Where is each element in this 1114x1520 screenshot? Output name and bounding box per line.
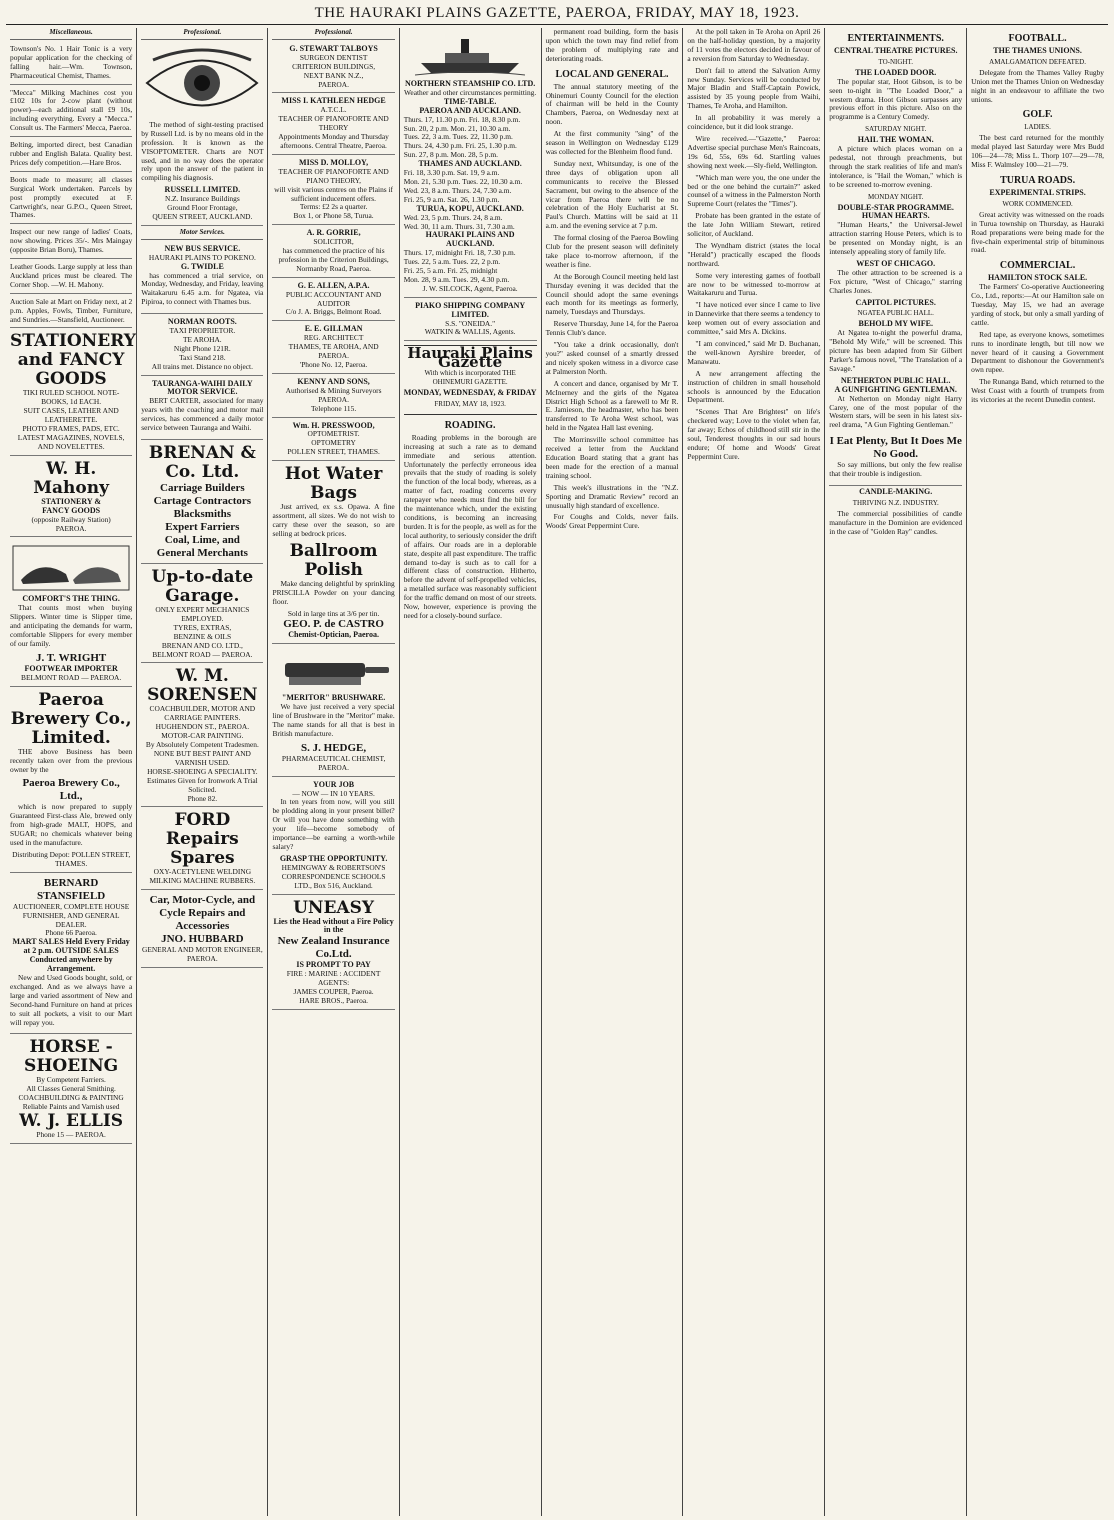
roading-text: Roading problems in the borough are increasing at such a rate as to demand immediate and serious attention. Unfortunately the perfectly erroneous idea prevails that the study of roading is solely the function of the local body, whereas, as a matter of fact, roading concerns every ratepayer who needs must find the bill for the maintenance which, under the existing conditions, is becoming an increasing burden. It is for the people, as well as for the local authority, to seriously consider the drift of affairs. Our roads are in a deplorable state, despite all past expenditure. The traffic demand to-day is such as to call for a different class of construction. Hitherto, before the advent of self-propelled vehicles, a metalled surface was reasonably sufficient for the traffic demand on most of our streets. Now, however, experience is proving the need for a closely-bound surface. — [403, 432, 537, 620]
route-row: Mon. 21, 5.30 p.m. Tues. 22, 10.30 a.m. — [403, 176, 523, 186]
horse-line: By Competent Farriers. — [36, 1075, 106, 1085]
hemingway-line: HEMINGWAY & ROBERTSON'S CORRESPONDENCE SCHOOLS LTD., Box 516, Auckland. — [281, 862, 386, 890]
sorensen-name: W. M. SORENSEN — [147, 666, 258, 706]
route-block — [404, 205, 537, 232]
ad-stationery — [10, 330, 136, 455]
allen-line: PUBLIC ACCOUNTANT AND AUDITOR — [285, 289, 382, 308]
news-para: "Scenes That Are Brightest" on life's checkered way; Love to the violet when far, far away; Echos of childhood still stir in the soul, Tenderest thoughts in our sad hours endure; Of home and Woods' Great Peppermint Cure. — [687, 407, 821, 461]
kenny-line: Authorised & Mining Surveyors — [285, 385, 382, 395]
ad-ford — [141, 809, 263, 890]
paper-date: FRIDAY, MAY 18, 1923. — [434, 399, 506, 408]
garage-line: TYRES, EXTRAS, — [173, 622, 232, 632]
local-para: "You take a drink occasionally, don't you?" asked counsel of a smartly dressed and nicely spoken witness in a divorce case at Palmerston North. — [545, 340, 679, 376]
ad-belting: Belting, imported direct, best Canadian rubber and English Balata. Quality best. Prices defy competition.—Hare Bros. — [10, 139, 132, 172]
local-para: Sunday next, Whitsunday, is one of the three days of obligation upon all communicants to receive the Blessed Sacrament, but owing to the absence of the vicar from Paeroa there will be no celebration of the Holy Eucharist at St. Paul's Church. Mattins will be said at 11 a.m. and the evening service at 7 p.m. — [545, 158, 679, 231]
local-general-heading: LOCAL AND GENERAL. — [555, 68, 669, 80]
news-para: At the poll taken in Te Aroha on April 26 on the half-holiday question, by a majority of 11 votes the electors decided in favour of a reversion from Saturday to Wednesday. — [687, 28, 821, 63]
ad-garage — [141, 566, 263, 663]
candle-text: The commercial possibilities of candle manufacture in the Dominion are evidenced in the case of "Golden Ray" candles. — [829, 508, 963, 536]
hail-woman-title: HAIL THE WOMAN. — [857, 135, 934, 145]
behold-wife-text: At Ngatea to-night the powerful drama, "Behold My Wife," will be screened. This picture has been adapted from Sir Gilbert Parker's famous novel, "The Translation of a Savage." — [829, 328, 963, 373]
castro-name: GEO. P. de CASTRO — [283, 618, 384, 631]
commercial-heading: COMMERCIAL. — [999, 260, 1076, 272]
stationery-title: STATIONERY and FANCY GOODS — [10, 331, 136, 390]
piako-agents: WATKIN & WALLIS, Agents. — [424, 327, 516, 337]
route-block — [404, 160, 537, 205]
human-hearts-title: HUMAN HEARTS. — [861, 211, 930, 221]
column-2 — [137, 28, 268, 1516]
stationery-line: TIKI RULED SCHOOL NOTE-BOOKS, 1d EACH. — [22, 388, 120, 407]
molloy-line: Terms: £2 2s a quarter. — [299, 202, 368, 212]
brenan-line: Cartage Contractors — [153, 495, 252, 507]
ad-steamship — [404, 28, 537, 298]
column-1 — [6, 28, 137, 1516]
wright-line: FOOTWEAR IMPORTER — [24, 663, 118, 673]
ad-mecca: "Mecca" Milking Machines cost you £102 10s for 2-cow plant (without power)—each additional stall £9 10s, including everything. Every a "Mecca." Consult us. The Farmers' Mecca, Paeroa. — [10, 87, 132, 138]
ad-horse-shoeing — [10, 1036, 132, 1144]
ad-allen — [272, 280, 394, 322]
presswood-line: OPTOMETRIST. — [307, 429, 360, 439]
route-block — [404, 107, 537, 160]
ford-title: FORD Repairs — [165, 810, 239, 850]
ad-sorensen — [141, 665, 263, 807]
russell-line: QUEEN STREET, AUCKLAND. — [152, 211, 253, 221]
stansfield-line: Phone 66 Paeroa. — [45, 928, 97, 938]
tauranga-title: TAURANGA-WAIHI DAILY MOTOR SERVICE. — [152, 378, 253, 397]
molloy-line: will visit various centres on the Plains if sufficient inducement offers. — [274, 184, 394, 203]
local-para: This week's illustrations in the "N.Z. Sporting and Dramatic Review" record an unusually high standard of excellence. — [545, 482, 679, 510]
red-tape-text: Red tape, as everyone knows, sometimes runs to inordinate length, but till now we never heard of it causing a Government Department to dishonour the Government's own rupee. — [971, 329, 1104, 375]
stationery-line: SUIT CASES, LEATHER AND LEATHERETTE. — [23, 406, 119, 425]
hedge-name: MISS I. KATHLEEN HEDGE — [281, 96, 386, 106]
stansfield-name: BERNARD STANSFIELD — [36, 876, 106, 902]
ad-brewery — [10, 689, 132, 873]
horse-line: COACHBUILDING & PAINTING — [18, 1093, 124, 1103]
news-para: Don't fail to attend the Salvation Army new Sunday. Services will be conducted by Major Bladin and Staff-Captain Powick, assisted by 35 young people from Waihi, Thames, Te Aroha, and Hamilton. — [687, 65, 821, 111]
hubbard-title: Car, Motor-Cycle, and Cycle Repairs and Accessories — [149, 894, 256, 933]
football-heading: FOOTBALL. — [1008, 33, 1067, 44]
route-title: THAMES AND AUCKLAND. — [418, 159, 522, 169]
ad-comfort — [10, 539, 132, 686]
russell-title: RUSSELL LIMITED. — [164, 185, 241, 195]
netherton-hall: NETHERTON PUBLIC HALL. — [840, 375, 951, 385]
column-8 — [967, 28, 1108, 1516]
presswood-name: Wm. H. PRESSWOOD, — [292, 420, 375, 430]
wright-name: J. T. WRIGHT — [35, 651, 107, 664]
garage-line: ONLY EXPERT MECHANICS EMPLOYED. — [155, 605, 250, 623]
nzins-sub: IS PROMPT TO PAY — [296, 960, 371, 970]
gorrie-line: has commenced the practice of his profession in the Criterion Buildings, Normanby Road, Paeroa. — [278, 246, 389, 273]
nzins-line: JAMES COUPER, Paeroa. — [293, 987, 374, 997]
twidle-name: G. TWIDLE — [180, 261, 224, 271]
eye-illustration — [143, 48, 261, 118]
route-row: Sun. 20, 2 p.m. Mon. 21, 10.30 a.m. — [403, 123, 511, 133]
garage-title: Up-to-date Garage. — [151, 567, 254, 606]
ad-hubbard — [141, 892, 263, 968]
bus-title: NEW BUS SERVICE. — [164, 243, 241, 253]
local-para: The formal closing of the Paeroa Bowling Club for the present season will definitely take place to-morrow afternoon, if the weather is fine. — [545, 233, 679, 269]
news-para: A new arrangement affecting the instruction of children in small household schools is announced by the Education Department. — [687, 368, 821, 405]
ballroom-price: Sold in large tins at 3/6 per tin. — [287, 608, 380, 618]
route-row: Wed. 30, 11 a.m. Thurs. 31, 7.30 a.m. — [403, 221, 515, 231]
painting-line: By Absolutely Competent Tradesmen. — [145, 740, 259, 750]
russell-line: N.Z. Insurance Buildings — [164, 194, 240, 204]
ad-your-job — [272, 779, 394, 895]
eat-plenty-text: So say millions, but only the few realise that their trouble is indigestion. — [829, 460, 963, 479]
painting-line: HORSE-SHOEING A SPECIALITY. — [147, 766, 258, 776]
russell-line: Ground Floor Frontage, — [167, 203, 238, 213]
ad-kenny — [272, 376, 394, 418]
route-block — [404, 231, 537, 284]
ad-tauranga — [141, 378, 263, 440]
local-para: Reserve Thursday, June 14, for the Paeroa Tennis Club's dance. — [545, 319, 679, 338]
hubbard-line: PAEROA. — [186, 954, 218, 964]
comfort-caption: COMFORT'S THE THING. — [22, 594, 120, 604]
gillman-line: 'Phone No. 12, Paeroa. — [299, 360, 368, 369]
tonight: TO-NIGHT. — [878, 57, 913, 66]
column-6 — [683, 28, 825, 1516]
painting-line: NONE BUT BEST PAINT AND VARNISH USED. — [153, 748, 251, 767]
ad-presswood — [272, 420, 394, 462]
brenan-line: General Merchants — [156, 547, 248, 559]
news-para: The Wyndham district (states the local "Herald") practically escaped the floods northward. — [687, 240, 821, 268]
presswood-line: OPTOMETRY — [311, 438, 356, 448]
gillman-line: THAMES, TE AROHA, AND PAEROA. — [288, 342, 379, 361]
route-row: Fri. 18, 3.30 p.m. Sat. 19, 9 a.m. — [403, 168, 500, 178]
capitol-pictures: CAPITOL PICTURES. — [855, 297, 936, 307]
meritor-text: We have just received a very special line of Brushware in the "Meritor" make. The name stands for all that is best in British manufacture. — [272, 702, 395, 738]
job-title: YOUR JOB — [313, 779, 355, 789]
local-para: For Coughs and Colds, never fails. Woods' Great Peppermint Cure. — [545, 512, 679, 531]
horse-line: Reliable Paints and Varnish used — [22, 1102, 120, 1112]
roots-line: Taxi Stand 218. — [179, 352, 226, 362]
uneasy-title: UNEASY — [293, 897, 375, 918]
paper-sub: With which is incorporated THE OHINEMURI GAZETTE. — [424, 369, 516, 387]
saturday-night: SATURDAY NIGHT. — [865, 125, 927, 134]
amalgamation-defeated: AMALGAMATION DEFEATED. — [989, 57, 1086, 66]
mahony-name: W. H. Mahony — [33, 458, 109, 498]
bus-sub: HAURAKI PLAINS TO POKENO. — [148, 252, 256, 262]
route-row: Wed. 23, 8 a.m. Thurs. 24, 7.30 a.m. — [403, 185, 512, 195]
route-row: Fri. 25, 5 a.m. Fri. 25, midnight — [403, 266, 498, 276]
comfort-text: That counts most when buying Slippers. Winter time is Slipper time, and anticipating the demands for warm, comfortable Slippers for every member of our family. — [10, 603, 133, 648]
roots-line: TE AROHA. — [183, 334, 222, 344]
slippers-illustration — [11, 544, 131, 592]
ad-molloy — [272, 157, 394, 225]
ford-sub: Spares — [170, 848, 235, 869]
molloy-name: MISS D. MOLLOY, — [299, 157, 369, 167]
ballroom-text: Make dancing delightful by sprinkling PRISCILLA Powder on your dancing floor. — [272, 578, 395, 606]
brenan-line: Coal, Lime, and — [164, 534, 240, 546]
ad-hedge — [272, 95, 394, 154]
turua-text: Great activity was witnessed on the roads in Turua township on Thursday, as Hauraki Road preparations were being made for the five-chain experimental strip of bituminous road. — [971, 209, 1104, 255]
roots-line: All trains met. Distance no object. — [151, 361, 253, 371]
route-row: Thurs. 17, midnight Fri. 18, 7.30 p.m. — [403, 248, 516, 258]
hamilton-text: The Farmers' Co-operative Auctioneering Co., Ltd., reports:—At our Hamilton sale on Tuesday, May 15, we had an average yarding of stock, but only a small yarding of cattle. — [971, 282, 1104, 327]
news-para: In all probability it was merely a coincidence, but it did look strange. — [687, 113, 821, 132]
garage-line: BRENAN AND CO. LTD., — [161, 640, 243, 650]
painting-line: MOTOR-CAR PAINTING. — [161, 731, 244, 741]
nzins-line: AGENTS: — [317, 978, 350, 988]
nzins-line: FIRE : MARINE : ACCIDENT — [286, 969, 381, 979]
local-para: A concert and dance, organised by Mr T. McInerney and the girls of the Ngatea District High School as a farewell to Mr R. E. Jamieson, the headmaster, who has been transferred to Te Aroha West school, was held in the Ngatea Hall last evening. — [545, 378, 679, 433]
section-miscellaneous: Miscellaneous. — [10, 28, 132, 40]
route-title: TURUA, KOPU, AUCKLAND. — [416, 203, 524, 213]
nzins-name: New Zealand Insurance Co.Ltd. — [277, 935, 390, 961]
monday-night: MONDAY NIGHT. — [868, 192, 924, 201]
hedge-chemist-sub: PHARMACEUTICAL CHEMIST, PAEROA. — [281, 753, 386, 772]
hubbard-line: GENERAL AND MOTOR ENGINEER, — [141, 945, 263, 955]
painting-line: Phone 82. — [187, 793, 218, 803]
ad-mahony — [10, 458, 132, 538]
meritor-title: "MERITOR" BRUSHWARE. — [281, 693, 386, 703]
ellis-name: W. J. ELLIS — [19, 1111, 124, 1132]
local-para: The annual statutory meeting of the Ohinemuri County Council for the election of chairman will be held in the County Chambers, Paeroa, on Wednesday next at noon. — [545, 81, 679, 127]
hedge-line: A.T.C.L. — [320, 105, 347, 115]
ad-stansfield — [10, 875, 132, 1035]
painting-line: Estimates Given for Ironwork A Trial Solicited. — [147, 775, 258, 794]
route-row: Fri. 25, 9 a.m. Sat. 26, 1.30 p.m. — [403, 194, 500, 204]
roading-continued: permanent road building, form the basis upon which the town may find relief from the problem of multiplying rate and deteriorating roads. — [545, 28, 679, 63]
news-para: Some very interesting games of football are now to be witnessed to-morrow at Waitakaruru and Turua. — [687, 270, 821, 298]
loaded-door-title: THE LOADED DOOR. — [855, 67, 937, 77]
twidle-text: has commenced a trial service, on Monday, Wednesday, and Friday, leaving Waitakaruru 6.45 a.m. for Ngatea, via Pipiroa, to connect with Thames bus. — [141, 270, 264, 307]
piako-ship: S.S. "ONEIDA." — [445, 318, 496, 328]
gillman-name: E. E. GILLMAN — [304, 324, 363, 334]
columns — [6, 28, 1108, 1516]
gunfight-text: At Netherton on Monday night Harry Carey, one of the most popular of the Western stars, will be seen in his latest six-reel drama, "A Gun Fighting Gentleman." — [829, 393, 963, 430]
column-5 — [542, 28, 684, 1516]
gorrie-line: SOLICITOR, — [313, 237, 354, 247]
west-chicago-title: WEST OF CHICAGO. — [856, 258, 936, 268]
ladies-sub: LADIES. — [1024, 123, 1051, 132]
talboys-name: G. STEWART TALBOYS — [289, 43, 378, 53]
hedge-line: TEACHER OF PIANOFORTE AND THEORY — [278, 114, 389, 133]
route-row: Thurs. 17, 11.30 p.m. Fri. 18, 8.30 p.m. — [403, 114, 521, 124]
uneasy-text: Lies the Head without a Fire Policy in the — [273, 916, 394, 935]
wright-address: BELMONT ROAD — PAEROA. — [21, 672, 122, 682]
job-text: In ten years from now, will you still be plodding along in your present billet? Or will you have done something with your life—become somebody of importance—be earning a worth-while salary? — [272, 797, 395, 851]
ad-gorrie — [272, 227, 394, 278]
presswood-line: POLLEN STREET, THAMES. — [287, 447, 380, 457]
page-masthead: THE HAURAKI PLAINS GAZETTE, PAEROA, FRIDAY, MAY 18, 1923. — [6, 2, 1108, 25]
news-para: "Which man were you, the one under the bed or the one behind the curtain?" asked counsel of a witness in the Palmerston North Supreme Court (relates the "Times"). — [687, 172, 821, 209]
runanga-text: The Runanga Band, which returned to the West Coast with a fourth of trumpets from its victories at the recent Dunedin contest. — [971, 377, 1104, 405]
editorial-masthead — [404, 345, 537, 414]
optical-text: The method of sight-testing practised by Russell Ltd. is by no means old in the profession. It is known as the VISOPTOMETER. Charts are NOT used, and in no way does the operator rely upon the answer of the patient in compiling his diagnosis. — [141, 119, 264, 183]
work-commenced: WORK COMMENCED. — [1002, 199, 1073, 208]
entertainments-heading: ENTERTAINMENTS. — [847, 33, 944, 44]
paper-title: Hauraki Plains Gazette — [407, 344, 533, 372]
news-para: Probate has been granted in the estate of the late John William Stewart, retired solicitor, of Auckland. — [687, 211, 821, 239]
roots-name: NORMAN ROOTS. — [167, 317, 237, 327]
talboys-line: PAEROA. — [318, 79, 349, 89]
talboys-line: NEXT BANK N.Z., — [303, 70, 364, 80]
golf-heading: GOLF. — [1022, 109, 1053, 121]
human-hearts-text: "Human Hearts," the Universal-Jewel attraction starring House Peters, which is to be presented on Monday night, is an intensely appealing story of family life. — [829, 220, 963, 257]
brenan-line: Expert Farriers — [165, 521, 240, 533]
mahony-line: PAEROA. — [55, 523, 87, 533]
ad-auction: Auction Sale at Mart on Friday next, at 2 p.m. Apples, Fowls, Timber, Furniture, and Sundries.—Stansfield, Auctioneer. — [10, 296, 132, 329]
hedge-chemist-name: S. J. HEDGE, — [301, 741, 367, 754]
kenny-line: Telephone 115. — [310, 403, 357, 413]
castro-sub: Chemist-Optician, Paeroa. — [288, 630, 379, 640]
job-sub: — NOW — IN 10 YEARS. — [292, 788, 375, 798]
ballroom-title: Ballroom Polish — [289, 540, 378, 580]
thames-unions: THE THAMES UNIONS. — [993, 46, 1082, 55]
ad-hair-tonic: Townson's No. 1 Hair Tonic is a very popular application for the checking of falling hair.—Wm. Townson, Pharmaceutical Chemist, Thames. — [10, 43, 132, 85]
ad-brenan — [141, 442, 263, 564]
double-star: DOUBLE-STAR PROGRAMME. — [837, 202, 954, 212]
brewery-title: Paeroa Brewery Co., Limited. — [10, 689, 132, 748]
ellis-phone: Phone 15 — PAEROA. — [36, 1130, 106, 1140]
tauranga-text: BERT CARTER, associated for many years with the coaching and motor mail services, has commenced a daily motor service between Tauranga and Waihi. — [141, 396, 264, 433]
mahony-line: (opposite Railway Station) — [31, 514, 111, 524]
brush-illustration — [275, 651, 393, 691]
ad-hot-water-bags — [272, 463, 394, 644]
eat-plenty-title: I Eat Plenty, But It Does Me No Good. — [829, 435, 962, 461]
steamship-title: NORTHERN STEAMSHIP CO. LTD. — [404, 79, 536, 88]
central-theatre: CENTRAL THEATRE PICTURES. — [833, 46, 958, 55]
roots-line: Night Phone 121R. — [173, 343, 231, 353]
ad-piako — [404, 300, 537, 342]
brewery-text: THE above Business has been recently taken over from the previous owner by the — [10, 746, 133, 774]
stationery-line: LATEST MAGAZINES, NOVELS, AND NOVELETTES. — [17, 433, 125, 451]
brewery-name: Paeroa Brewery Co., Ltd., — [22, 777, 120, 803]
ad-meritor — [272, 646, 394, 776]
route-row: Wed. 23, 5 p.m. Thurs. 24, 8 a.m. — [403, 212, 503, 222]
horse-title: HORSE - SHOEING — [24, 1037, 119, 1077]
allen-name: G. E. ALLEN, A.P.A. — [297, 280, 370, 290]
news-para: Wire received.—"Gazette," Paeroa: Advertise special purchase Men's Raincoats, 19s 6d, 55s, 69s 6d. Startling values showing next week.—Sly-field, Wellington. — [687, 133, 821, 170]
brenan-line: Blacksmiths — [173, 508, 232, 520]
candle-title: CANDLE-MAKING. — [859, 487, 933, 497]
milking-line: MILKING MACHINE RUBBERS. — [149, 876, 256, 886]
local-para: The Morrinsville school committee has received a letter from the Auckland Education Board stating that a grant has been made for the erection of a manual training school. — [545, 435, 679, 480]
gunfight-title: A GUNFIGHTING GENTLEMAN. — [834, 384, 957, 394]
route-title: HAURAKI PLAINS AND AUCKLAND. — [425, 230, 515, 249]
roading-heading: ROADING. — [444, 419, 496, 431]
turua-roads-heading: TURUA ROADS. — [1000, 174, 1076, 186]
section-professional: Professional. — [141, 28, 263, 40]
loaded-door-text: The popular star, Hoot Gibson, is to be seen to-night in "The Loaded Door," a western drama. Hoot Gibson surpasses any previous effort in this picture. Also on the programme is a Century Comedy. — [829, 76, 963, 122]
molloy-line: Box 1, or Phone 58, Turua. — [293, 211, 374, 221]
ad-eat-plenty — [829, 433, 962, 486]
experimental-strips: EXPERIMENTAL STRIPS. — [989, 187, 1086, 197]
timetable-title: TIME-TABLE. — [443, 96, 497, 106]
ad-roots — [141, 316, 263, 375]
hubbard-name: JNO. HUBBARD — [161, 933, 244, 946]
talboys-line: CRITERION BUILDINGS, — [292, 61, 376, 71]
amalgamation-text: Delegate from the Thames Valley Rugby Union met the Thames Union on Wednesday night in an endeavour to affiliate the two unions. — [971, 67, 1104, 104]
local-para: At the first community "sing" of the season in Wellington on Wednesday £129 was collected for the Blenheim flood fund. — [545, 129, 679, 156]
kenny-line: PAEROA. — [318, 394, 349, 404]
ad-russell — [141, 43, 263, 226]
section-professional-2: Professional. — [272, 28, 394, 40]
route-row: Tues. 22, 5 a.m. Tues. 22, 2 p.m. — [403, 257, 501, 267]
roots-line: TAXI PROPRIETOR. — [169, 326, 236, 336]
section-motor: Motor Services. — [141, 228, 263, 240]
allen-line: C/o J. A. Briggs, Belmont Road. — [285, 307, 382, 317]
route-row: Sun. 27, 8 p.m. Mon. 28, 5 p.m. — [403, 150, 498, 160]
nzins-line: HARE BROS., Paeroa. — [299, 995, 368, 1005]
hedge-line: Appointments Monday and Thursday afternoons. Central Theatre, Paeroa. — [278, 132, 389, 150]
mahony-line: STATIONERY & — [41, 496, 102, 506]
mart-sales: MART SALES Held Every Friday at 2 p.m. OUTSIDE SALES Conducted anywhere by Arrangement. — [12, 937, 130, 974]
stansfield-line: AUCTIONEER, COMPLETE HOUSE FURNISHER, AND GENERAL DEALER. — [12, 901, 130, 929]
route-row: Tues. 22, 3 a.m. Tues. 22, 11.30 p.m. — [403, 132, 513, 142]
ad-insurance — [272, 897, 394, 1010]
garage-line: BENZINE & OILS — [173, 631, 232, 641]
ad-gillman — [272, 323, 394, 374]
hamilton-sale: HAMILTON STOCK SALE. — [987, 273, 1088, 283]
hotwater-text: Just arrived, ex s.s. Opawa. A fine assortment, all sizes. We do not wish to carry these over the season, so are selling at bedrock prices. — [272, 502, 395, 538]
column-3 — [268, 28, 399, 1516]
kenny-name: KENNY AND SONS, — [297, 376, 370, 386]
gillman-line: REG. ARCHITECT — [303, 333, 364, 343]
ad-bus — [141, 243, 263, 314]
ladies-text: The best card returned for the monthly medal played last Saturday were Mrs Budd 106—24—78; Miss L. Thorp 107—29—78, Miss F. Walmsley 100—21—79. — [971, 133, 1104, 170]
route-row: Mon. 28, 9 a.m. Tues. 29, 4.30 p.m. — [403, 274, 510, 284]
brenan-title: BRENAN & Co. Ltd. — [148, 443, 256, 482]
silcock-agent: J. W. SILCOCK, Agent, Paeroa. — [422, 283, 518, 293]
welding-line: OXY-ACETYLENE WELDING — [153, 867, 252, 877]
column-7 — [825, 28, 967, 1516]
sorensen-line: HUGHENDON ST., PAEROA. — [155, 722, 250, 732]
steamship-note: Weather and other circumstances permitting. — [404, 87, 537, 97]
paper-days: MONDAY, WEDNESDAY, & FRIDAY — [403, 388, 537, 397]
gorrie-name: A. R. GORRIE, — [306, 228, 361, 238]
column-4 — [400, 28, 542, 1516]
mahony-line: FANCY GOODS — [42, 505, 101, 515]
behold-wife-title: BEHOLD MY WIFE. — [858, 319, 933, 329]
grasp-line: GRASP THE OPPORTUNITY. — [279, 853, 388, 863]
horse-line: All Classes General Smithing. — [26, 1084, 116, 1094]
steamship-illustration — [415, 33, 525, 77]
hail-woman-text: A picture which places woman on a pedestal, not through preachments, but through the stark realities of life and man's intolerance, is "Hail the Woman," which is to be screened to-morrow evening. — [829, 144, 963, 189]
local-para: At the Borough Council meeting held last Thursday evening it was decided that the Council should adopt the same evenings each month for its meetings as formerly, namely, Tuesdays and Thursdays. — [545, 271, 679, 317]
piako-title: PIAKO SHIPPING COMPANY LIMITED. — [415, 300, 526, 319]
route-title: PAEROA AND AUCKLAND. — [419, 105, 521, 115]
route-row: Thurs. 24, 4.30 p.m. Fri. 25, 1.30 p.m. — [403, 141, 517, 151]
ad-talboys — [272, 43, 394, 94]
sorensen-line: COACHBUILDER, MOTOR AND CARRIAGE PAINTERS. — [149, 704, 256, 723]
ad-leather: Leather Goods. Large supply at less than Auckland prices must be cleared. The Corner Shop. —W. H. Mahony. — [10, 261, 132, 294]
west-chicago-text: The other attraction to be screened is a Fox picture, "West of Chicago," starring Charles Jones. — [829, 267, 963, 295]
mart-text: New and Used Goods bought, sold, or exchanged. And as we always have a large and varied assortment of New and Second-hand Furniture on hand at prices to suit all pockets, a visit to our Mart will repay you. — [10, 973, 133, 1027]
garage-line: BELMONT ROAD — PAEROA. — [152, 649, 253, 659]
ad-boots: Boots made to measure; all classes Surgical Work undertaken. Parcels by post promptly executed at F. Cartwright's, near G.P.O., Queen Street, Thames. — [10, 174, 132, 225]
news-para: "I have noticed ever since I came to live in Dannevirke that there seems a tendency to keep women out of every association and committee," said Mrs A. Dickins. — [687, 300, 821, 337]
candle-sub: THRIVING N.Z. INDUSTRY. — [852, 498, 939, 507]
talboys-line: SURGEON DENTIST — [299, 52, 368, 62]
stationery-line: PHOTO FRAMES, PADS, ETC. — [22, 424, 120, 434]
ngatea-hall: NGATEA PUBLIC HALL. — [857, 309, 934, 318]
news-para: "I am convinced," said Mr D. Buchanan, the well-known Ayrshire breeder, of Manawatu. — [687, 339, 821, 366]
molloy-line: TEACHER OF PIANOFORTE AND PIANO THEORY, — [278, 166, 389, 185]
hotwater-title: Hot Water Bags — [284, 464, 383, 504]
ad-coats: Inspect our new range of ladies' Coats, now showing. Prices 35/-. Mrs Maingay (opposite Brian Boru), Thames. — [10, 226, 132, 259]
brenan-line: Carriage Builders — [160, 482, 245, 494]
brewery-text-2: which is now prepared to supply Guaranteed First-class Ale, brewed only from high-grade MALT, HOPS, and SUGAR; no chemicals whatever being used in the manufacture. — [10, 802, 133, 848]
brewery-depot: Distributing Depot: POLLEN STREET, THAMES. — [12, 849, 131, 868]
